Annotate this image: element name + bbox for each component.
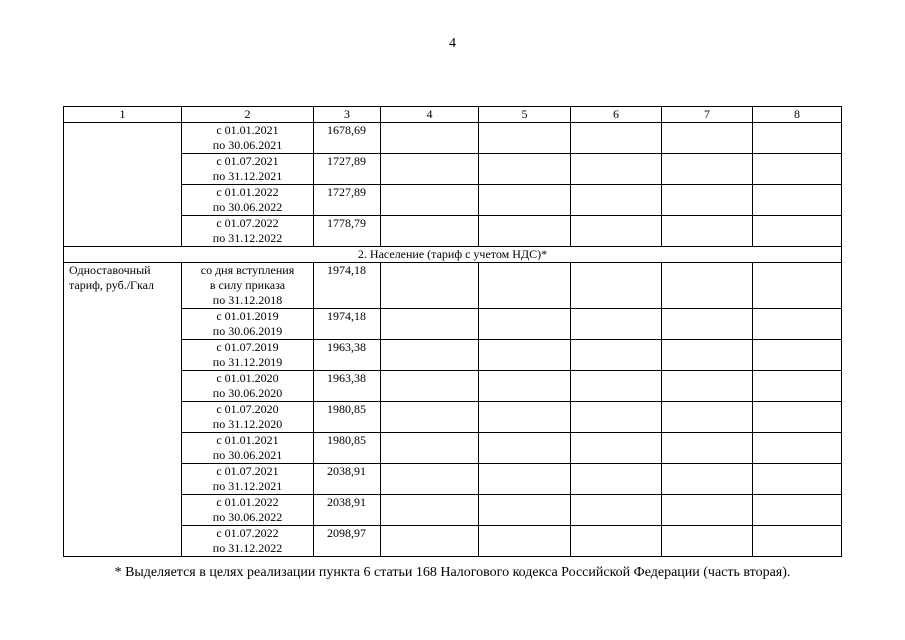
period-cell: с 01.01.2021 по 30.06.2021	[182, 123, 314, 154]
empty-cell	[381, 340, 479, 371]
empty-cell	[753, 185, 842, 216]
period-cell: с 01.01.2019 по 30.06.2019	[182, 309, 314, 340]
empty-cell	[571, 526, 662, 557]
empty-cell	[662, 123, 753, 154]
empty-cell	[381, 309, 479, 340]
table-row	[64, 263, 842, 309]
column-number: 5	[479, 107, 571, 123]
footnote: * Выделяется в целях реализации пункта 6 статьи 168 Налогового кодекса Российской Федерации (часть вторая).	[114, 565, 791, 580]
empty-cell	[662, 402, 753, 433]
empty-cell	[381, 495, 479, 526]
empty-cell	[662, 185, 753, 216]
empty-cell	[571, 340, 662, 371]
tariff-value: 2038,91	[314, 495, 381, 526]
empty-cell	[753, 526, 842, 557]
empty-cell	[571, 464, 662, 495]
period-cell: с 01.07.2019 по 31.12.2019	[182, 340, 314, 371]
empty-cell	[753, 433, 842, 464]
empty-cell	[381, 185, 479, 216]
empty-cell	[571, 185, 662, 216]
column-number: 8	[753, 107, 842, 123]
period-cell: с 01.07.2020 по 31.12.2020	[182, 402, 314, 433]
period-cell: с 01.07.2021 по 31.12.2021	[182, 464, 314, 495]
section-row	[64, 247, 842, 263]
column-number: 7	[662, 107, 753, 123]
empty-cell	[662, 216, 753, 247]
page-number: 4	[449, 36, 456, 51]
column-number-row	[64, 107, 842, 123]
column-number: 4	[381, 107, 479, 123]
empty-cell	[753, 464, 842, 495]
empty-cell	[571, 263, 662, 309]
tariff-value: 1980,85	[314, 402, 381, 433]
column-number: 2	[182, 107, 314, 123]
period-cell: с 01.01.2020 по 30.06.2020	[182, 371, 314, 402]
empty-cell	[571, 216, 662, 247]
column-number: 3	[314, 107, 381, 123]
empty-cell	[479, 371, 571, 402]
tariff-value: 1678,69	[314, 123, 381, 154]
empty-cell	[753, 263, 842, 309]
tariff-value: 2038,91	[314, 464, 381, 495]
empty-cell	[753, 371, 842, 402]
empty-cell	[662, 495, 753, 526]
empty-cell	[479, 263, 571, 309]
empty-cell	[662, 371, 753, 402]
empty-cell	[662, 340, 753, 371]
empty-cell	[571, 402, 662, 433]
table-row	[64, 123, 842, 154]
empty-cell	[753, 402, 842, 433]
empty-cell	[662, 464, 753, 495]
empty-cell	[479, 433, 571, 464]
period-cell: с 01.07.2022 по 31.12.2022	[182, 216, 314, 247]
tariff-value: 1963,38	[314, 340, 381, 371]
section-title: 2. Население (тариф с учетом НДС)*	[64, 247, 842, 263]
tariff-name: Одноставочный тариф, руб./Гкал	[64, 263, 182, 557]
period-cell: с 01.07.2022 по 31.12.2022	[182, 526, 314, 557]
empty-cell	[381, 216, 479, 247]
empty-cell	[479, 185, 571, 216]
empty-cell	[479, 309, 571, 340]
tariff-value: 1963,38	[314, 371, 381, 402]
empty-cell	[381, 402, 479, 433]
empty-cell	[381, 154, 479, 185]
empty-cell	[753, 495, 842, 526]
empty-cell	[662, 433, 753, 464]
empty-cell	[479, 154, 571, 185]
tariff-table	[63, 106, 842, 557]
empty-cell	[571, 495, 662, 526]
empty-cell	[753, 123, 842, 154]
column-number: 6	[571, 107, 662, 123]
empty-cell	[381, 464, 479, 495]
column-number: 1	[64, 107, 182, 123]
empty-cell	[753, 154, 842, 185]
empty-cell	[571, 154, 662, 185]
name-cell-empty	[64, 123, 182, 247]
empty-cell	[479, 464, 571, 495]
empty-cell	[662, 154, 753, 185]
tariff-value: 1727,89	[314, 185, 381, 216]
tariff-value: 2098,97	[314, 526, 381, 557]
period-cell: с 01.01.2022 по 30.06.2022	[182, 185, 314, 216]
tariff-value: 1778,79	[314, 216, 381, 247]
tariff-value: 1974,18	[314, 309, 381, 340]
empty-cell	[479, 402, 571, 433]
tariff-value: 1727,89	[314, 154, 381, 185]
empty-cell	[753, 340, 842, 371]
period-cell: с 01.07.2021 по 31.12.2021	[182, 154, 314, 185]
empty-cell	[381, 123, 479, 154]
empty-cell	[381, 433, 479, 464]
empty-cell	[479, 526, 571, 557]
empty-cell	[479, 216, 571, 247]
period-cell: с 01.01.2021 по 30.06.2021	[182, 433, 314, 464]
empty-cell	[381, 526, 479, 557]
empty-cell	[662, 263, 753, 309]
empty-cell	[479, 123, 571, 154]
empty-cell	[662, 526, 753, 557]
empty-cell	[571, 371, 662, 402]
empty-cell	[479, 340, 571, 371]
empty-cell	[753, 216, 842, 247]
empty-cell	[571, 433, 662, 464]
period-cell: с 01.01.2022 по 30.06.2022	[182, 495, 314, 526]
empty-cell	[381, 371, 479, 402]
empty-cell	[571, 309, 662, 340]
tariff-value: 1980,85	[314, 433, 381, 464]
empty-cell	[662, 309, 753, 340]
empty-cell	[571, 123, 662, 154]
empty-cell	[479, 495, 571, 526]
empty-cell	[753, 309, 842, 340]
empty-cell	[381, 263, 479, 309]
tariff-value: 1974,18	[314, 263, 381, 309]
period-cell: со дня вступления в силу приказа по 31.12.2018	[182, 263, 314, 309]
